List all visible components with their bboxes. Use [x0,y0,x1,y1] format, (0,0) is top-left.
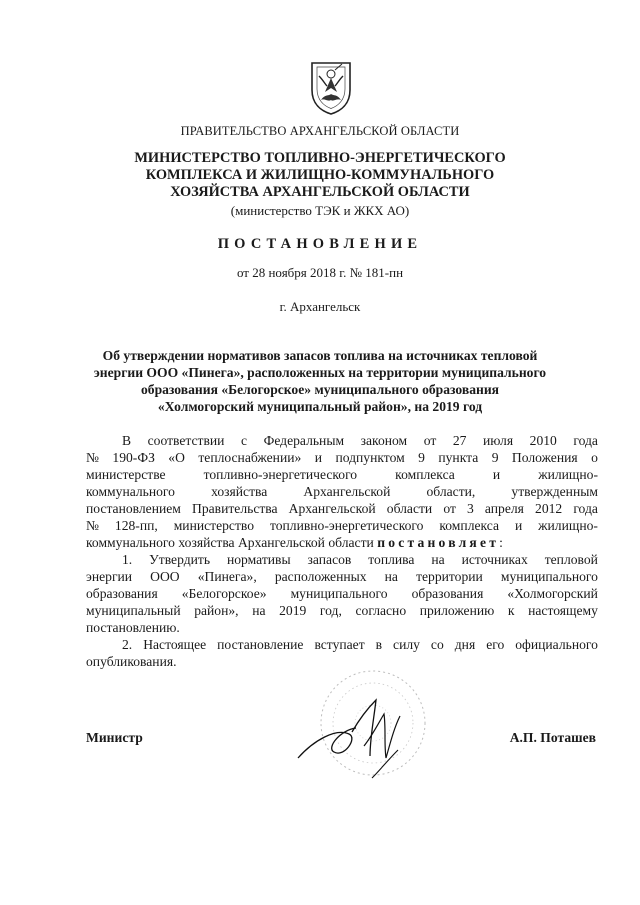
body-word: на [252,603,266,618]
body-word: расположенных [274,569,367,584]
body-word: жилищно- [538,467,598,482]
body-word: комплекса [395,467,455,482]
body-word: июля [482,433,514,448]
body-word: нормативы [226,552,291,567]
body-word: Архангельской [303,484,391,499]
document-body [86,432,598,670]
body-word: «О [168,450,185,465]
body-line [86,517,598,534]
body-word: Настоящее [143,637,207,652]
body-word: на [431,552,445,567]
body-word: 2012 [535,501,563,516]
body-text: опубликования. [86,654,177,669]
body-word: «Пинега», [197,569,257,584]
body-word: апреля [484,501,524,516]
body-word: от [443,501,456,516]
body-word: министерство [173,518,255,533]
body-word: от [423,433,437,448]
body-word: с [240,433,248,448]
ministry-name [0,150,640,201]
body-word: постановление [217,637,304,652]
body-line [86,449,598,466]
body-line [86,534,598,551]
body-word: запасов [307,552,352,567]
body-word: и [514,518,523,533]
body-word: в [375,637,383,652]
body-word: комплекса [439,518,500,533]
ministry-abbreviation: (министерство ТЭК и ЖКХ АО) [230,203,410,218]
body-word: ООО [150,569,180,584]
body-word: муниципального [290,586,388,601]
body-word: к [507,603,515,618]
body-line [86,585,598,602]
body-word: образования [411,586,484,601]
subject-line: энергии ООО «Пинега», расположенных на территории муниципального [93,365,547,380]
body-word: утвержденным [511,484,598,499]
body-word: хозяйства [211,484,268,499]
body-word: Положения [511,450,578,465]
body-word: № [86,518,99,533]
body-word: район», [194,603,239,618]
document-city: г. Архангельск [279,299,361,314]
body-word: 27 [452,433,467,448]
body-text: коммунального хозяйства Архангельской области [86,535,374,550]
body-word: области [386,501,433,516]
body-word: приложению [419,603,495,618]
ministry-line: ХОЗЯЙСТВА АРХАНГЕЛЬСКОЙ ОБЛАСТИ [170,184,470,200]
body-word: 2. [122,637,133,652]
body-line [86,602,598,619]
ministry-line: МИНИСТЕРСТВО ТОПЛИВНО-ЭНЕРГЕТИЧЕСКОГО [134,150,506,166]
document-subject [0,347,640,415]
body-word: теплоснабжении» [198,450,302,465]
government-name: ПРАВИТЕЛЬСТВО АРХАНГЕЛЬСКОЙ ОБЛАСТИ [180,124,460,138]
body-word: вступает [314,637,365,652]
body-word: В [122,433,132,448]
body-word: топливно-энергетического [203,467,358,482]
body-word: Правительства [192,501,278,516]
body-word: территории [416,569,483,584]
body-word: года [573,501,598,516]
decree-word: постановляет [377,535,500,550]
subject-line: Об утверждении нормативов запасов топлива на источниках тепловой [102,348,538,363]
subject-line: «Холмогорский муниципальный район», на 2019 год [157,399,483,414]
body-word: 9 [491,450,499,465]
body-word: настоящему [528,603,598,618]
body-line [86,551,598,568]
ministry-line: КОМПЛЕКСА И ЖИЛИЩНО-КОММУНАЛЬНОГО [145,167,495,183]
signatory-position: Министр [86,730,143,745]
body-word: энергии [86,569,133,584]
body-word: со [430,637,444,652]
body-word: дня [454,637,476,652]
body-word: 3 [467,501,474,516]
handwritten-signature [294,688,424,798]
body-word: официального [515,637,598,652]
body-text: : [499,535,503,550]
subject-line: образования «Белогорское» муниципального образования [140,382,500,397]
coat-of-arms-icon [309,60,353,116]
body-line [86,500,598,517]
body-word: муниципальный [86,603,181,618]
body-word: 9 [418,450,425,465]
body-word: Утвердить [149,552,211,567]
body-word: и [492,467,501,482]
body-word: силу [393,637,420,652]
body-word: образования [86,586,158,601]
body-word: топлива [368,552,415,567]
body-word: соответствии [147,433,225,448]
body-word: «Белогорское» [181,586,267,601]
body-line [86,568,598,585]
body-line [86,466,598,483]
body-word: коммунального [86,484,175,499]
body-line [86,619,598,636]
body-word: 128-пп, [114,518,158,533]
body-word: 2019 [279,603,307,618]
body-word: 2010 [529,433,557,448]
body-text: постановлению. [86,620,180,635]
body-word: его [486,637,505,652]
body-line [86,432,598,449]
body-word: источниках [461,552,528,567]
body-word: муниципального [500,569,598,584]
body-word: согласно [355,603,407,618]
body-line [86,636,598,653]
body-word: области, [426,484,476,499]
body-word: 190-ФЗ [112,450,155,465]
body-word: «Холмогорский [507,586,598,601]
body-word: год, [319,603,342,618]
body-word: тепловой [544,552,598,567]
body-word: года [573,433,598,448]
body-word: 1. [122,552,133,567]
body-word: министерстве [86,467,166,482]
body-line [86,483,598,500]
body-word: Федеральным [263,433,345,448]
body-word: Архангельской [288,501,376,516]
document-date-number: от 28 ноября 2018 г. № 181-пн [236,265,404,280]
body-word: о [591,450,598,465]
body-word: жилищно- [538,518,598,533]
body-word: подпунктом [335,450,405,465]
body-word: законом [360,433,408,448]
body-word: и [314,450,323,465]
body-word: постановлением [86,501,181,516]
signatory-name: А.П. Поташев [509,730,596,745]
body-word: на [384,569,398,584]
document-type: ПОСТАНОВЛЕНИЕ [217,236,423,252]
body-word: пункта [438,450,479,465]
body-word: № [86,450,99,465]
body-word: топливно-энергетического [269,518,424,533]
